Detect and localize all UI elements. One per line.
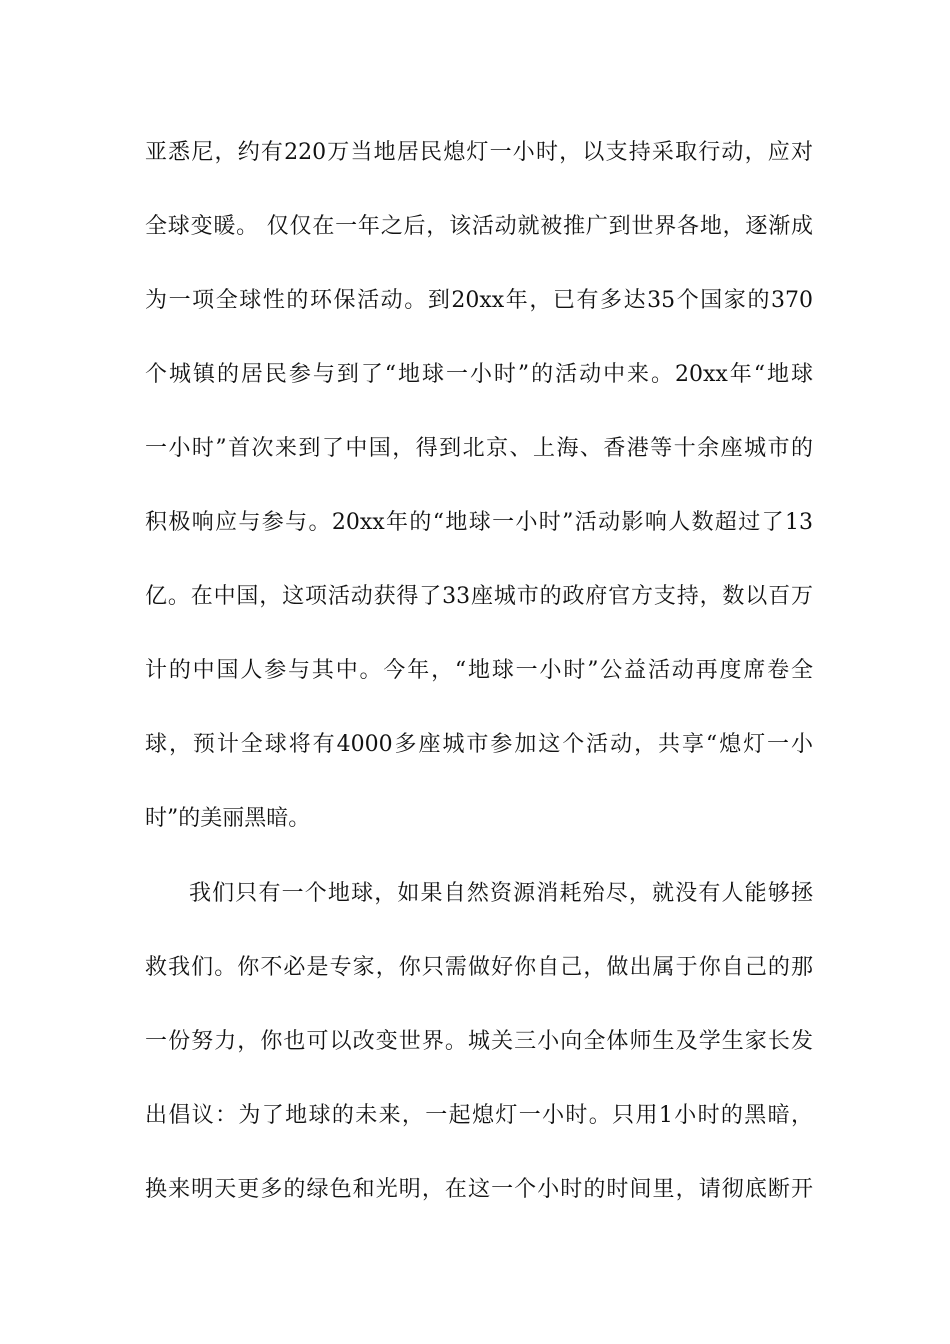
paragraph-2-line-4: 出倡议：为了地球的未来，一起熄灯一小时。只用1小时的黑暗， [145,1103,813,1128]
paragraph-2-line-2: 救我们。你不必是专家，你只需做好你自己，做出属于你自己的那 [145,955,813,980]
paragraph-1-line-1: 亚悉尼，约有220万当地居民熄灯一小时，以支持采取行动，应对 [145,140,813,165]
paragraph-2-line-1: 我们只有一个地球，如果自然资源消耗殆尽，就没有人能够拯 [189,881,813,906]
paragraph-1-line-10: 时”的美丽黑暗。 [145,806,311,831]
paragraph-1-line-3: 为一项全球性的环保活动。到20xx年，已有多达35个国家的370 [145,288,813,313]
paragraph-1-line-2: 全球变暖。 仅仅在一年之后，该活动就被推广到世界各地，逐渐成 [145,214,813,239]
paragraph-1-line-5: 一小时”首次来到了中国，得到北京、上海、香港等十余座城市的 [145,436,813,461]
paragraph-1-line-8: 计的中国人参与其中。今年，“地球一小时”公益活动再度席卷全 [145,658,813,683]
paragraph-1-line-7: 亿。在中国，这项活动获得了33座城市的政府官方支持，数以百万 [145,584,813,609]
paragraph-1-line-9: 球，预计全球将有4000多座城市参加这个活动，共享“熄灯一小 [145,732,813,757]
paragraph-1-line-4: 个城镇的居民参与到了“地球一小时”的活动中来。20xx年“地球 [145,362,813,387]
paragraph-2-line-5: 换来明天更多的绿色和光明，在这一个小时的时间里，请彻底断开 [145,1177,813,1202]
paragraph-2-line-3: 一份努力，你也可以改变世界。城关三小向全体师生及学生家长发 [145,1029,813,1054]
paragraph-1-line-6: 积极响应与参与。20xx年的“地球一小时”活动影响人数超过了13 [145,510,813,535]
